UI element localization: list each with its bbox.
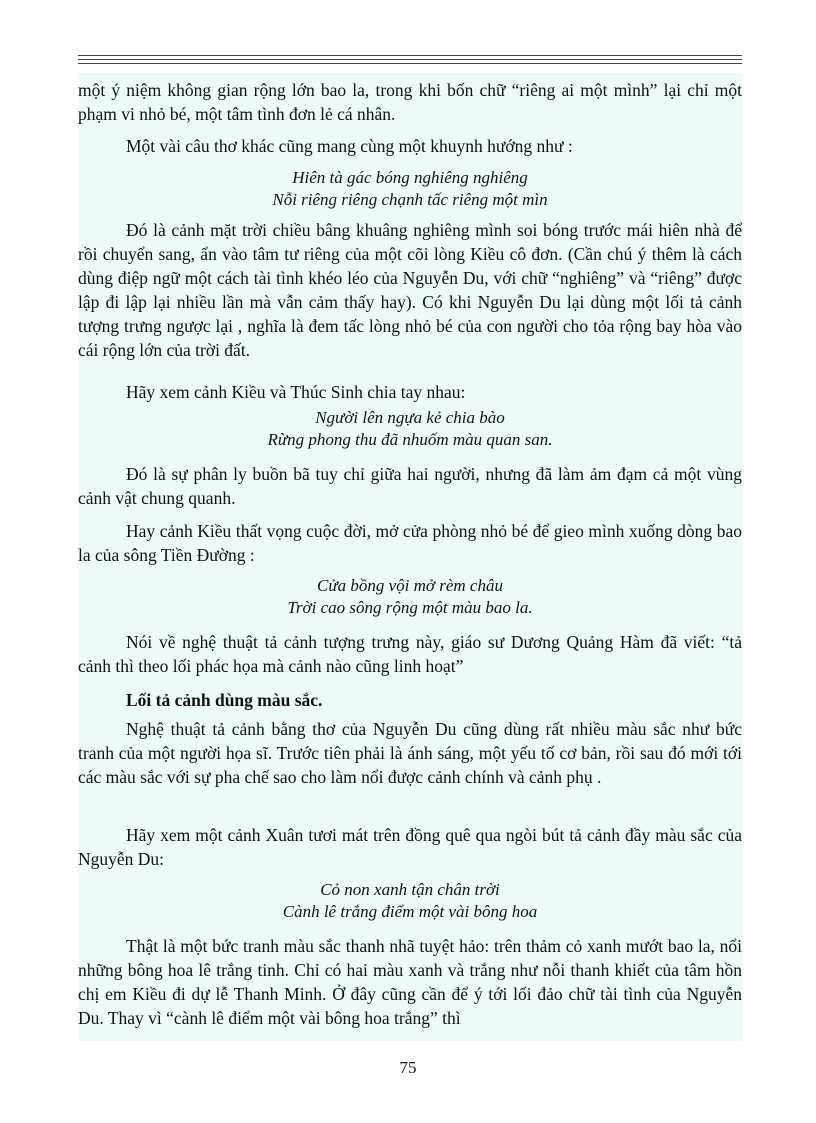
- paragraph-4: Hãy xem cảnh Kiều và Thúc Sinh chia tay nhau:: [126, 382, 466, 402]
- page-number: 75: [399, 1058, 417, 1077]
- paragraph-10: Thật là một bức tranh màu sắc thanh nhã tuyệt hảo: trên thảm cỏ xanh mướt bao la, nổi những bông hoa lê trắng tinh. Chỉ có hai màu xanh và trắng như nỗi thanh khiết của tâm hồn chị em Kiều đi dự lễ Thanh Minh. Ở đây cũng cần để ý tới lối đảo chữ tài tình của Nguyễn Du. Thay vì “cành lê điểm một vài bông hoa trắng” thì: [78, 936, 742, 1028]
- paragraph-3: Đó là cảnh mặt trời chiều bâng khuâng nghiêng mình soi bóng trước mái hiên nhà để rồi chuyển sang, ẩn vào tâm tư riêng của một cõi lòng Kiều cô đơn. (Cần chú ý thêm là cách dùng điệp ngữ một cách tài tình khéo léo của Nguyễn Du, với chữ “nghiêng” và “riêng” được lập đi lập lại nhiều lần mà vẫn cảm thấy hay). Có khi Nguyễn Du lại dùng một lối tả cảnh tượng trưng ngược lại , nghĩa là đem tấc lòng nhỏ bé của con người cho tỏa rộng bay hòa vào cái rộng lớn của trời đất.: [78, 220, 742, 360]
- section-heading: Lối tả cảnh dùng màu sắc.: [126, 690, 323, 710]
- paragraph-7: Nói về nghệ thuật tả cảnh tượng trưng này, giáo sư Dương Quảng Hàm đã viết: “tả cảnh thì theo lối phác họa mà cảnh nào cũng linh hoạt”: [78, 632, 742, 676]
- header-rule-bottom: [78, 63, 742, 64]
- paragraph-2: Một vài câu thơ khác cũng mang cùng một khuynh hướng như :: [126, 136, 573, 156]
- poem-line: Rừng phong thu đã nhuốm màu quan san.: [267, 430, 553, 449]
- poem-line: Hiên tà gác bóng nghiêng nghiêng: [292, 168, 528, 187]
- poem-line: Trời cao sông rộng một màu bao la.: [287, 598, 533, 617]
- poem-line: Cành lê trắng điểm một vài bông hoa: [282, 902, 538, 921]
- paragraph-5: Đó là sự phân ly buồn bã tuy chỉ giữa hai người, nhưng đã làm ảm đạm cả một vùng cảnh vật chung quanh.: [78, 464, 742, 508]
- poem-line: Cỏ non xanh tận chân trời: [320, 880, 500, 899]
- header-rule-middle: [78, 59, 742, 60]
- poem-1: [78, 167, 742, 211]
- paragraph-6: Hay cảnh Kiều thất vọng cuộc đời, mở cửa phòng nhỏ bé để gieo mình xuống dòng bao la của sông Tiền Đường :: [78, 521, 742, 565]
- poem-3: [78, 575, 742, 619]
- paragraph-1: một ý niệm không gian rộng lớn bao la, trong khi bốn chữ “riêng ai một mình” lại chỉ một phạm vi nhỏ bé, một tâm tình đơn lẻ cá nhân.: [78, 80, 742, 124]
- paragraph-8: Nghệ thuật tả cảnh bằng thơ của Nguyễn Du cũng dùng rất nhiều màu sắc như bức tranh của một người họa sĩ. Trước tiên phải là ánh sáng, một yếu tố cơ bản, rồi sau đó mới tới các màu sắc với sự pha chế sao cho làm nổi được cảnh chính và cảnh phụ .: [78, 719, 742, 787]
- header-rule-top: [78, 55, 742, 56]
- paragraph-9: Hãy xem một cảnh Xuân tươi mát trên đồng quê qua ngòi bút tả cảnh đầy màu sắc của Nguyễn Du:: [78, 825, 742, 869]
- poem-2: [78, 407, 742, 451]
- poem-line: Người lên ngựa kẻ chia bào: [315, 408, 505, 427]
- poem-line: Cửa bồng vội mở rèm châu: [317, 576, 503, 595]
- poem-4: [78, 879, 742, 923]
- poem-line: Nỗi riêng riêng chạnh tấc riêng một mìn: [272, 190, 548, 209]
